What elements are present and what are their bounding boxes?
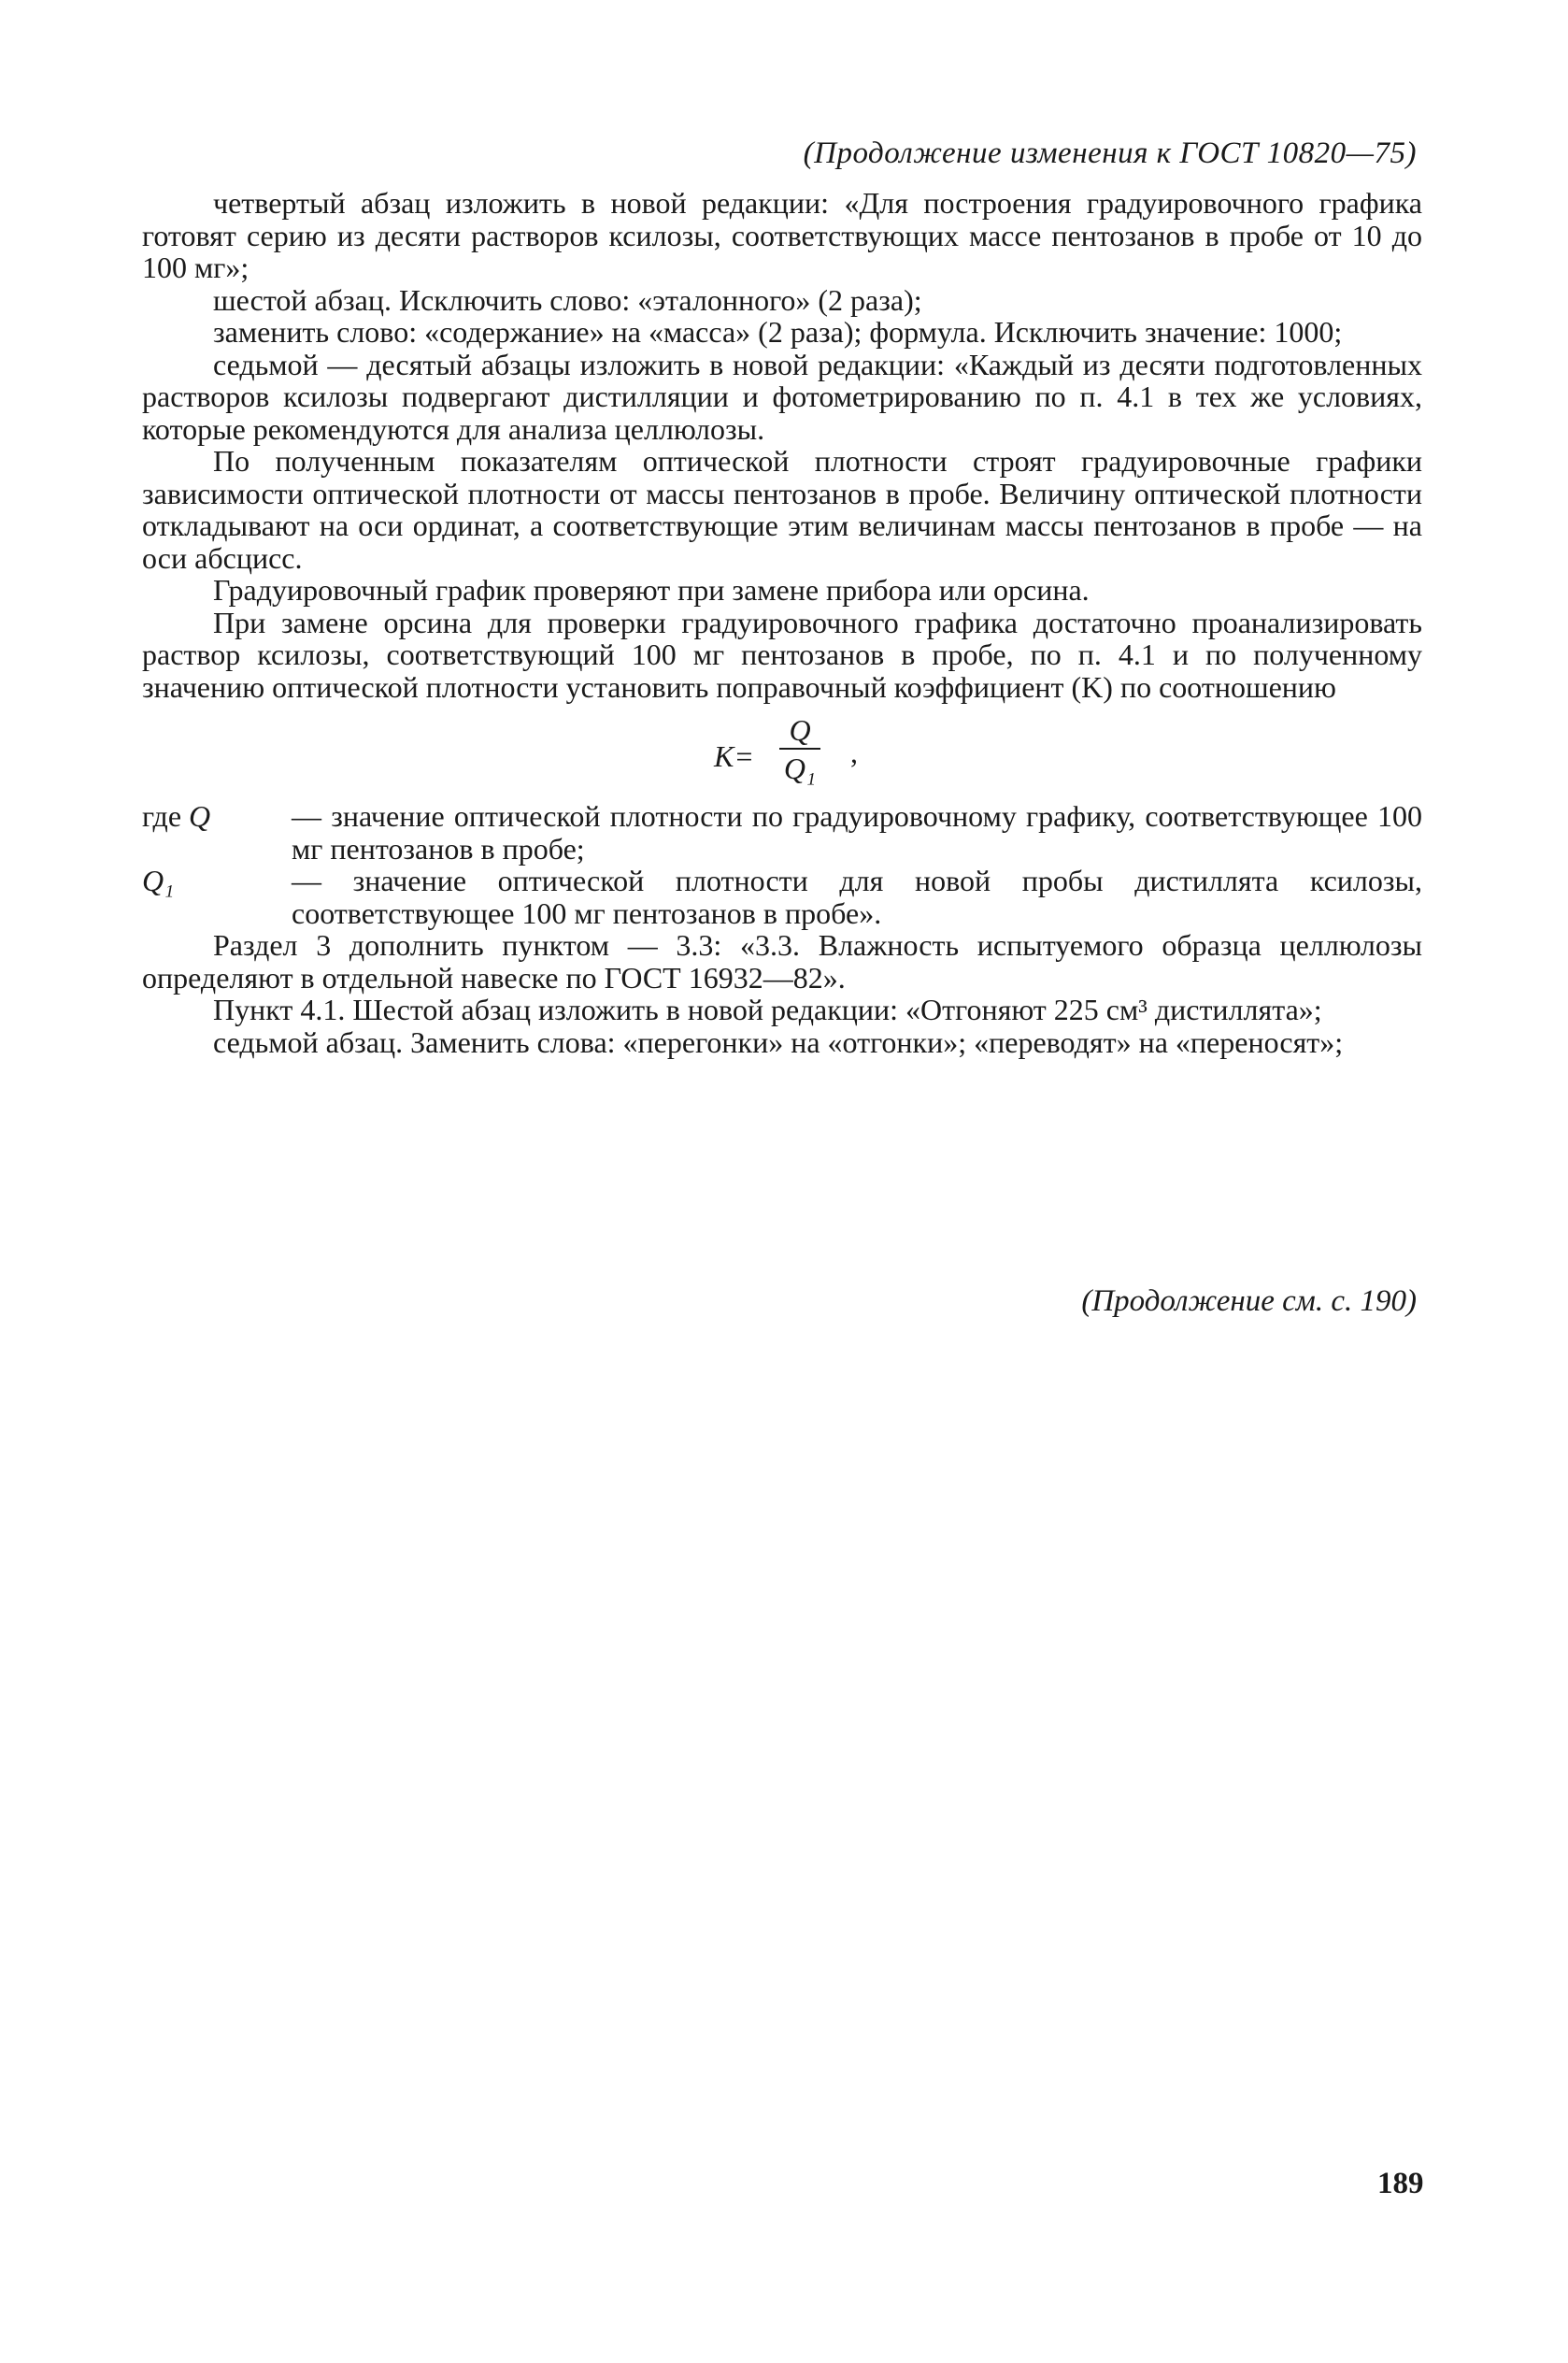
- where-definition: — значение оптической плотности для новой пробы дистиллята ксилозы, соответствующее 100 мг пентозанов в пробе».: [292, 864, 1422, 930]
- formula-trailing-comma: ,: [850, 736, 858, 769]
- paragraph: Градуировочный график проверяют при замене прибора или орсина.: [213, 573, 1090, 607]
- where-item: [142, 865, 1422, 929]
- footer-continuation-note: (Продолжение см. с. 190): [1081, 1284, 1417, 1318]
- formula-k: [142, 710, 1422, 796]
- where-item: [142, 800, 1422, 865]
- where-label: [142, 800, 292, 865]
- where-list: [142, 800, 1422, 929]
- paragraph: заменить слово: «содержание» на «масса» (2 раза); формула. Исключить значение: 1000;: [213, 315, 1343, 349]
- formula-fraction: [779, 712, 820, 787]
- document-body: [142, 187, 1422, 1058]
- header-continuation-note: (Продолжение изменения к ГОСТ 10820—75): [803, 136, 1417, 170]
- formula-numerator: Q: [779, 712, 820, 750]
- paragraph: По полученным показателям оптической плотности строят градуировочные графики зависимости оптической плотности от массы пентозанов в пробе. Величину оптической плотности откладывают на оси ординат, а соответствующие этим величинам массы пентозанов в пробе — на оси абсцисс.: [142, 444, 1422, 575]
- paragraph: При замене орсина для проверки градуировочного графика достаточно проанализировать раствор ксилозы, соответствующий 100 мг пентозанов в пробе, по п. 4.1 и по полученному значению оптической плотности установить поправочный коэффициент (K) по соотношению: [142, 605, 1422, 704]
- where-definition: — значение оптической плотности по градуировочному графику, соответствующее 100 мг пентозанов в пробе;: [292, 799, 1422, 866]
- paragraph: Раздел 3 дополнить пунктом — 3.3: «3.3. Влажность испытуемого образца целлюлозы определяют в отдельной навеске по ГОСТ 16932—82».: [142, 928, 1422, 995]
- formula-denominator: Q₁: [783, 752, 817, 785]
- paragraph: четвертый абзац изложить в новой редакции: «Для построения градуировочного графика готовят серию из десяти растворов ксилозы, соответствующих массе пентозанов в пробе от 10 до 100 мг»;: [142, 186, 1422, 284]
- formula-lhs: K=: [714, 739, 754, 773]
- paragraph: седьмой — десятый абзацы изложить в новой редакции: «Каждый из десяти подготовленных растворов ксилозы подвергают дистилляции и фотометрированию по п. 4.1 в тех же условиях, которые рекомендуются для анализа целлюлозы.: [142, 347, 1422, 446]
- where-prefix: где: [142, 799, 190, 833]
- where-label: [142, 865, 292, 929]
- paragraph: шестой абзац. Исключить слово: «эталонного» (2 раза);: [213, 282, 922, 317]
- paragraph: Пункт 4.1. Шестой абзац изложить в новой редакции: «Отгоняют 225 см³ дистиллята»;: [213, 993, 1322, 1026]
- where-symbol: Q₁: [142, 864, 175, 897]
- page-number: 189: [1377, 2167, 1424, 2200]
- where-symbol: Q: [189, 799, 211, 833]
- paragraph: седьмой абзац. Заменить слова: «перегонки» на «отгонки»; «переводят» на «переносят»;: [213, 1024, 1344, 1059]
